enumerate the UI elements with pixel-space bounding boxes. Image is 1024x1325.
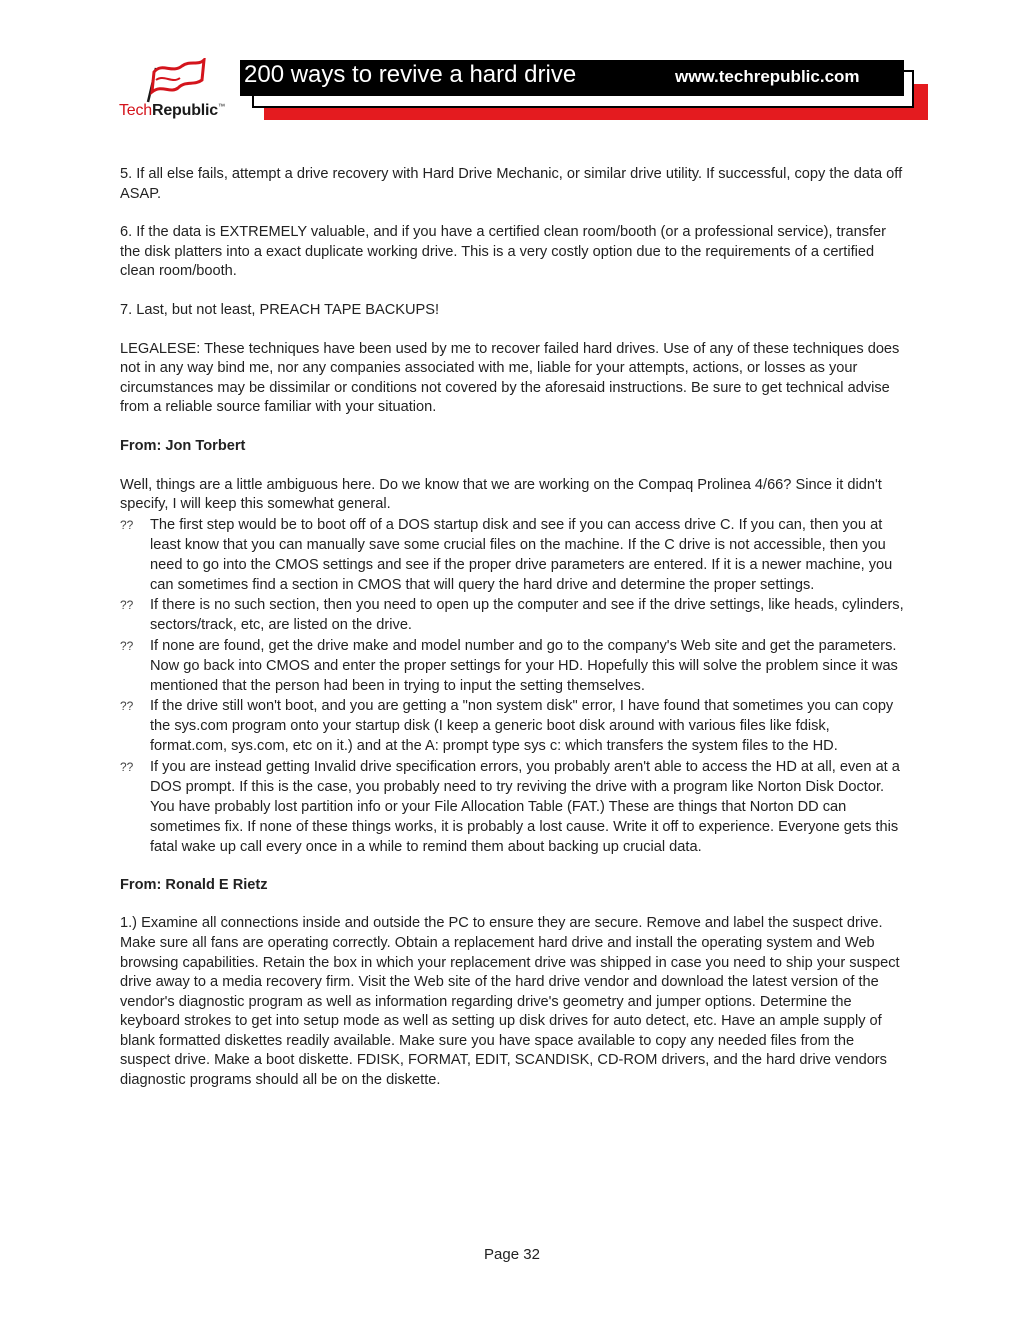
paragraph-5: 5. If all else fails, attempt a drive recovery with Hard Drive Mechanic, or similar drive utility. If successful, copy the data off ASAP.: [120, 166, 903, 202]
header-title: 200 ways to revive a hard drive: [244, 61, 577, 88]
section1-intro: Well, things are a little ambiguous here. Do we know that we are working on the Compaq Prolinea 4/66? Since it didn't specify, I will keep this somewhat general.: [120, 476, 882, 513]
header-black-bar: [240, 60, 904, 96]
bullet-marker: ??: [120, 598, 134, 613]
page-number: Page 32: [484, 1246, 540, 1263]
bullet-marker: ??: [120, 699, 134, 714]
list-item: [120, 595, 906, 635]
logo-tm-text: ™: [217, 103, 225, 111]
bullet-text: If you are instead getting Invalid drive specification errors, you probably aren't able to access the HD at all, even at a DOS prompt. If this is the case, you probably need to try reviving the drive with a program like Norton Disk Doctor. You have probably lost partition info or your File Allocation Table (FAT.) These are things that Norton DD can sometimes fix. If none of these things works, it is probably a lost cause. Write it off to experience. Everyone gets this fatal wake up call every once in a while to remind them about backing up crucial data.: [150, 758, 900, 855]
bullet-text: The first step would be to boot off of a DOS startup disk and see if you can access drive C. If you can, then you at least know that you can manually save some crucial files on the machine. If the C drive is not accessible, then you need to go into the CMOS settings and see if the proper drive parameters are entered. If it is a newer machine, you can sometimes find a section in CMOS that will query the hard drive and determine the proper settings.: [150, 516, 893, 593]
section-heading-ronald-rietz: From: Ronald E Rietz: [120, 876, 268, 893]
list-item: [120, 757, 906, 857]
logo-tech-text: Tech: [119, 102, 152, 119]
bullet-text: If there is no such section, then you need to open up the computer and see if the drive settings, like heads, cylinders, sectors/track, etc, are listed on the drive.: [150, 597, 904, 634]
logo-wordmark: [119, 102, 225, 120]
section1-bullet-list: [120, 515, 906, 857]
list-item: [120, 636, 906, 696]
paragraph-6: 6. If the data is EXTREMELY valuable, and if you have a certified clean room/booth (or a professional service), transfer the disk platters into a exact duplicate working drive. This is a very costly option due to the requirements of a certified clean room/booth.: [120, 224, 887, 280]
flag-icon: [142, 58, 212, 104]
techrepublic-logo: [116, 58, 236, 124]
bullet-marker: ??: [120, 759, 134, 774]
list-item: [120, 696, 906, 756]
legalese-paragraph: LEGALESE: These techniques have been used by me to recover failed hard drives. Use of any of these techniques does not in any way bind me, nor any companies associated with me, liable for your attempts, actions, or losses as your circumstances may be dissimilar or conditions not covered by the aforesaid instructions. Be sure to get technical advise from a reliable source familiar with your situation.: [120, 340, 900, 416]
list-item: [120, 515, 906, 595]
paragraph-7: 7. Last, but not least, PREACH TAPE BACKUPS!: [120, 301, 440, 318]
section-heading-jon-torbert: From: Jon Torbert: [120, 437, 246, 454]
bullet-marker: ??: [120, 638, 134, 653]
bullet-text: If none are found, get the drive make and model number and go to the company's Web site and get the parameters. Now go back into CMOS and enter the proper settings for your HD. Hopefully this will solve the problem since it was mentioned that the person had been in trying to input the setting themselves.: [150, 637, 898, 694]
document-body: [120, 165, 906, 1110]
header-url: www.techrepublic.com: [675, 67, 860, 86]
bullet-marker: ??: [120, 517, 134, 532]
bullet-text: If the drive still won't boot, and you are getting a "non system disk" error, I have found that sometimes you can copy the sys.com program onto your startup disk (I keep a generic boot disk around with various files like fdisk, format.com, sys.com, etc on it.) and at the A: prompt type sys c: which transfers the system files to the HD.: [150, 698, 894, 755]
section2-paragraph-1: 1.) Examine all connections inside and outside the PC to ensure they are secure. Remove and label the suspect drive. Make sure all fans are operating correctly. Obtain a replacement hard drive and install the operating system and Web browsing capabilities. Retain the box in which your replacement drive was shipped in case you need to ship your suspect drive away to a media recovery firm. Visit the Web site of the hard drive vendor and download the latest version of the vendor's diagnostic program as well as information regarding drive's geometry and jumper options. Determine the keyboard strokes to get into setup mode as well as setting up disk drives for auto detect, etc. Have an ample supply of blank formatted diskettes readily available. Make sure you have space available to copy any needed files from the suspect drive. Make a boot diskette. FDISK, FORMAT, EDIT, SCANDISK, CD-ROM drivers, and the hard drive vendors diagnostic programs should all be on the diskette.: [120, 915, 900, 1089]
logo-republic-text: Republic: [152, 102, 218, 119]
